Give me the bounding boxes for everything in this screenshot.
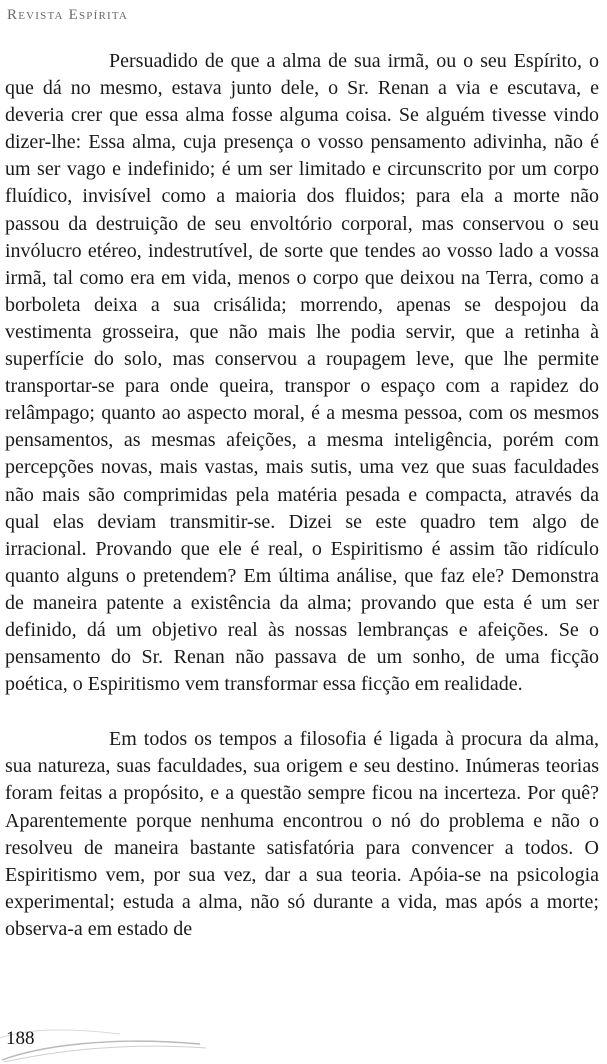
footer-swoosh-ornament	[0, 1022, 240, 1064]
running-header: Revista Espírita	[7, 7, 129, 23]
page-footer	[0, 1022, 607, 1064]
page-body	[5, 48, 599, 943]
page-number: 188	[6, 1028, 35, 1049]
paragraph-1: Persuadido de que a alma de sua irmã, ou o seu Espírito, o que dá no mesmo, estava junto dele, o Sr. Renan a via e escutava, e deveria crer que essa alma fosse alguma coisa. Se alguém tivesse vindo dizer-lhe: Essa alma, cuja presença o vosso pensamento adivinha, não é um ser vago e indefinido; é um ser limitado e circunscrito por um corpo fluídico, invisível como a maioria dos fluidos; para ela a morte não passou da destruição de seu envoltório corporal, mas conservou o seu invólucro etéreo, indestrutível, de sorte que tendes ao vosso lado a vossa irmã, tal como era em vida, menos o corpo que deixou na Terra, como a borboleta deixa a sua crisálida; morrendo, apenas se despojou da vestimenta grosseira, que não mais lhe podia servir, que a retinha à superfície do solo, mas conservou a roupagem leve, que lhe permite transportar-se para onde queira, transpor o espaço com a rapidez do relâmpago; quanto ao aspecto moral, é a mesma pessoa, com os mesmos pensamentos, as mesmas afeições, a mesma inteligência, porém com percepções novas, mais vastas, mais sutis, uma vez que suas faculdades não mais são comprimidas pela matéria pesada e compacta, através da qual elas deviam transmitir-se. Dizei se este quadro tem algo de irracional. Provando que ele é real, o Espiritismo é assim tão ridículo quanto alguns o pretendem? Em última análise, que faz ele? Demonstra de maneira patente a existência da alma; provando que esta é um ser definido, dá um objetivo real às nossas lembranças e afeições. Se o pensamento do Sr. Renan não passava de um sonho, de uma ficção poética, o Espiritismo vem transformar essa ficção em realidade.	[5, 50, 599, 696]
paragraph-2: Em todos os tempos a filosofia é ligada à procura da alma, sua natureza, suas faculdades, sua origem e seu destino. Inúmeras teorias foram feitas a propósito, e a questão sempre ficou na incerteza. Por quê? Aparentemente porque nenhuma encontrou o nó do problema e não o resolveu de maneira bastante satisfatória para convencer a todos. O Espiritismo vem, por sua vez, dar a sua teoria. Apóia-se na psicologia experimental; estuda a alma, não só durante a vida, mas após a morte; observa-a em estado de	[5, 728, 599, 940]
